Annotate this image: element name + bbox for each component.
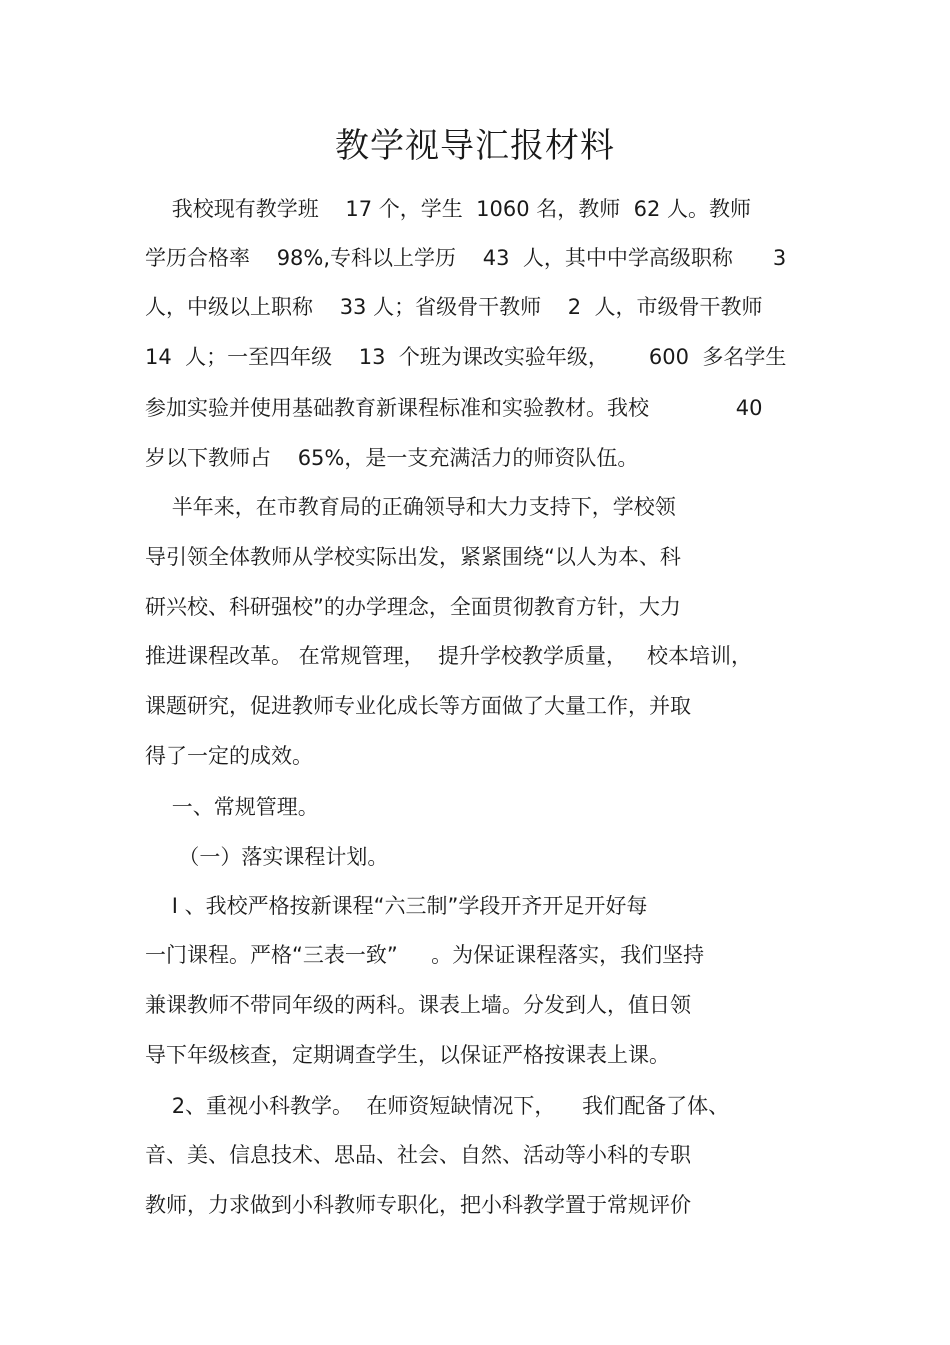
section-heading: 一、常规管理。 — [145, 795, 319, 819]
text-line: 得了一定的成效。 — [145, 744, 313, 768]
document-title: 教学视导汇报材料 — [335, 126, 615, 166]
text-line: 一门课程。严格“三表一致” 。为保证课程落实，我们坚持 — [145, 943, 705, 967]
text-line: 人，中级以上职称 33 人；省级骨干教师 2 人，市级骨干教师 — [145, 295, 763, 319]
text-line: 学历合格率 98%,专科以上学历 43 人，其中中学高级职称 3 — [145, 246, 787, 270]
text-line: 2、重视小科教学。 在师资短缺情况下， 我们配备了体、 — [145, 1094, 730, 1118]
text-line: 推进课程改革。 在常规管理， 提升学校教学质量， 校本培训， — [145, 644, 753, 668]
subsection-heading: （一）落实课程计划。 — [145, 845, 389, 869]
text-line: 半年来，在市教育局的正确领导和大力支持下，学校领 — [145, 495, 676, 519]
text-line: I 、我校严格按新课程“六三制”学段开齐开足开好每 — [145, 894, 648, 918]
text-line: 导引领全体教师从学校实际出发，紧紧围绕“以人为本、科 — [145, 545, 681, 569]
text-line: 音、美、信息技术、思品、社会、自然、活动等小科的专职 — [145, 1143, 691, 1167]
text-line: 岁以下教师占 65%，是一支充满活力的师资队伍。 — [145, 446, 639, 470]
text-line: 我校现有教学班 17 个，学生 1060 名，教师 62 人。教师 — [145, 197, 752, 221]
text-line: 兼课教师不带同年级的两科。课表上墙。分发到人，值日领 — [145, 993, 691, 1017]
text-line: 课题研究，促进教师专业化成长等方面做了大量工作，并取 — [145, 694, 691, 718]
text-line: 教师，力求做到小科教师专职化，把小科教学置于常规评价 — [145, 1193, 691, 1217]
text-line: 导下年级核查，定期调查学生，以保证严格按课表上课。 — [145, 1043, 670, 1067]
text-line: 14 人；一至四年级 13 个班为课改实验年级， 600 多名学生 — [145, 345, 787, 369]
text-line: 参加实验并使用基础教育新课程标准和实验教材。我校 40 — [145, 396, 763, 420]
text-line: 研兴校、科研强校”的办学理念，全面贯彻教育方针，大力 — [145, 595, 681, 619]
